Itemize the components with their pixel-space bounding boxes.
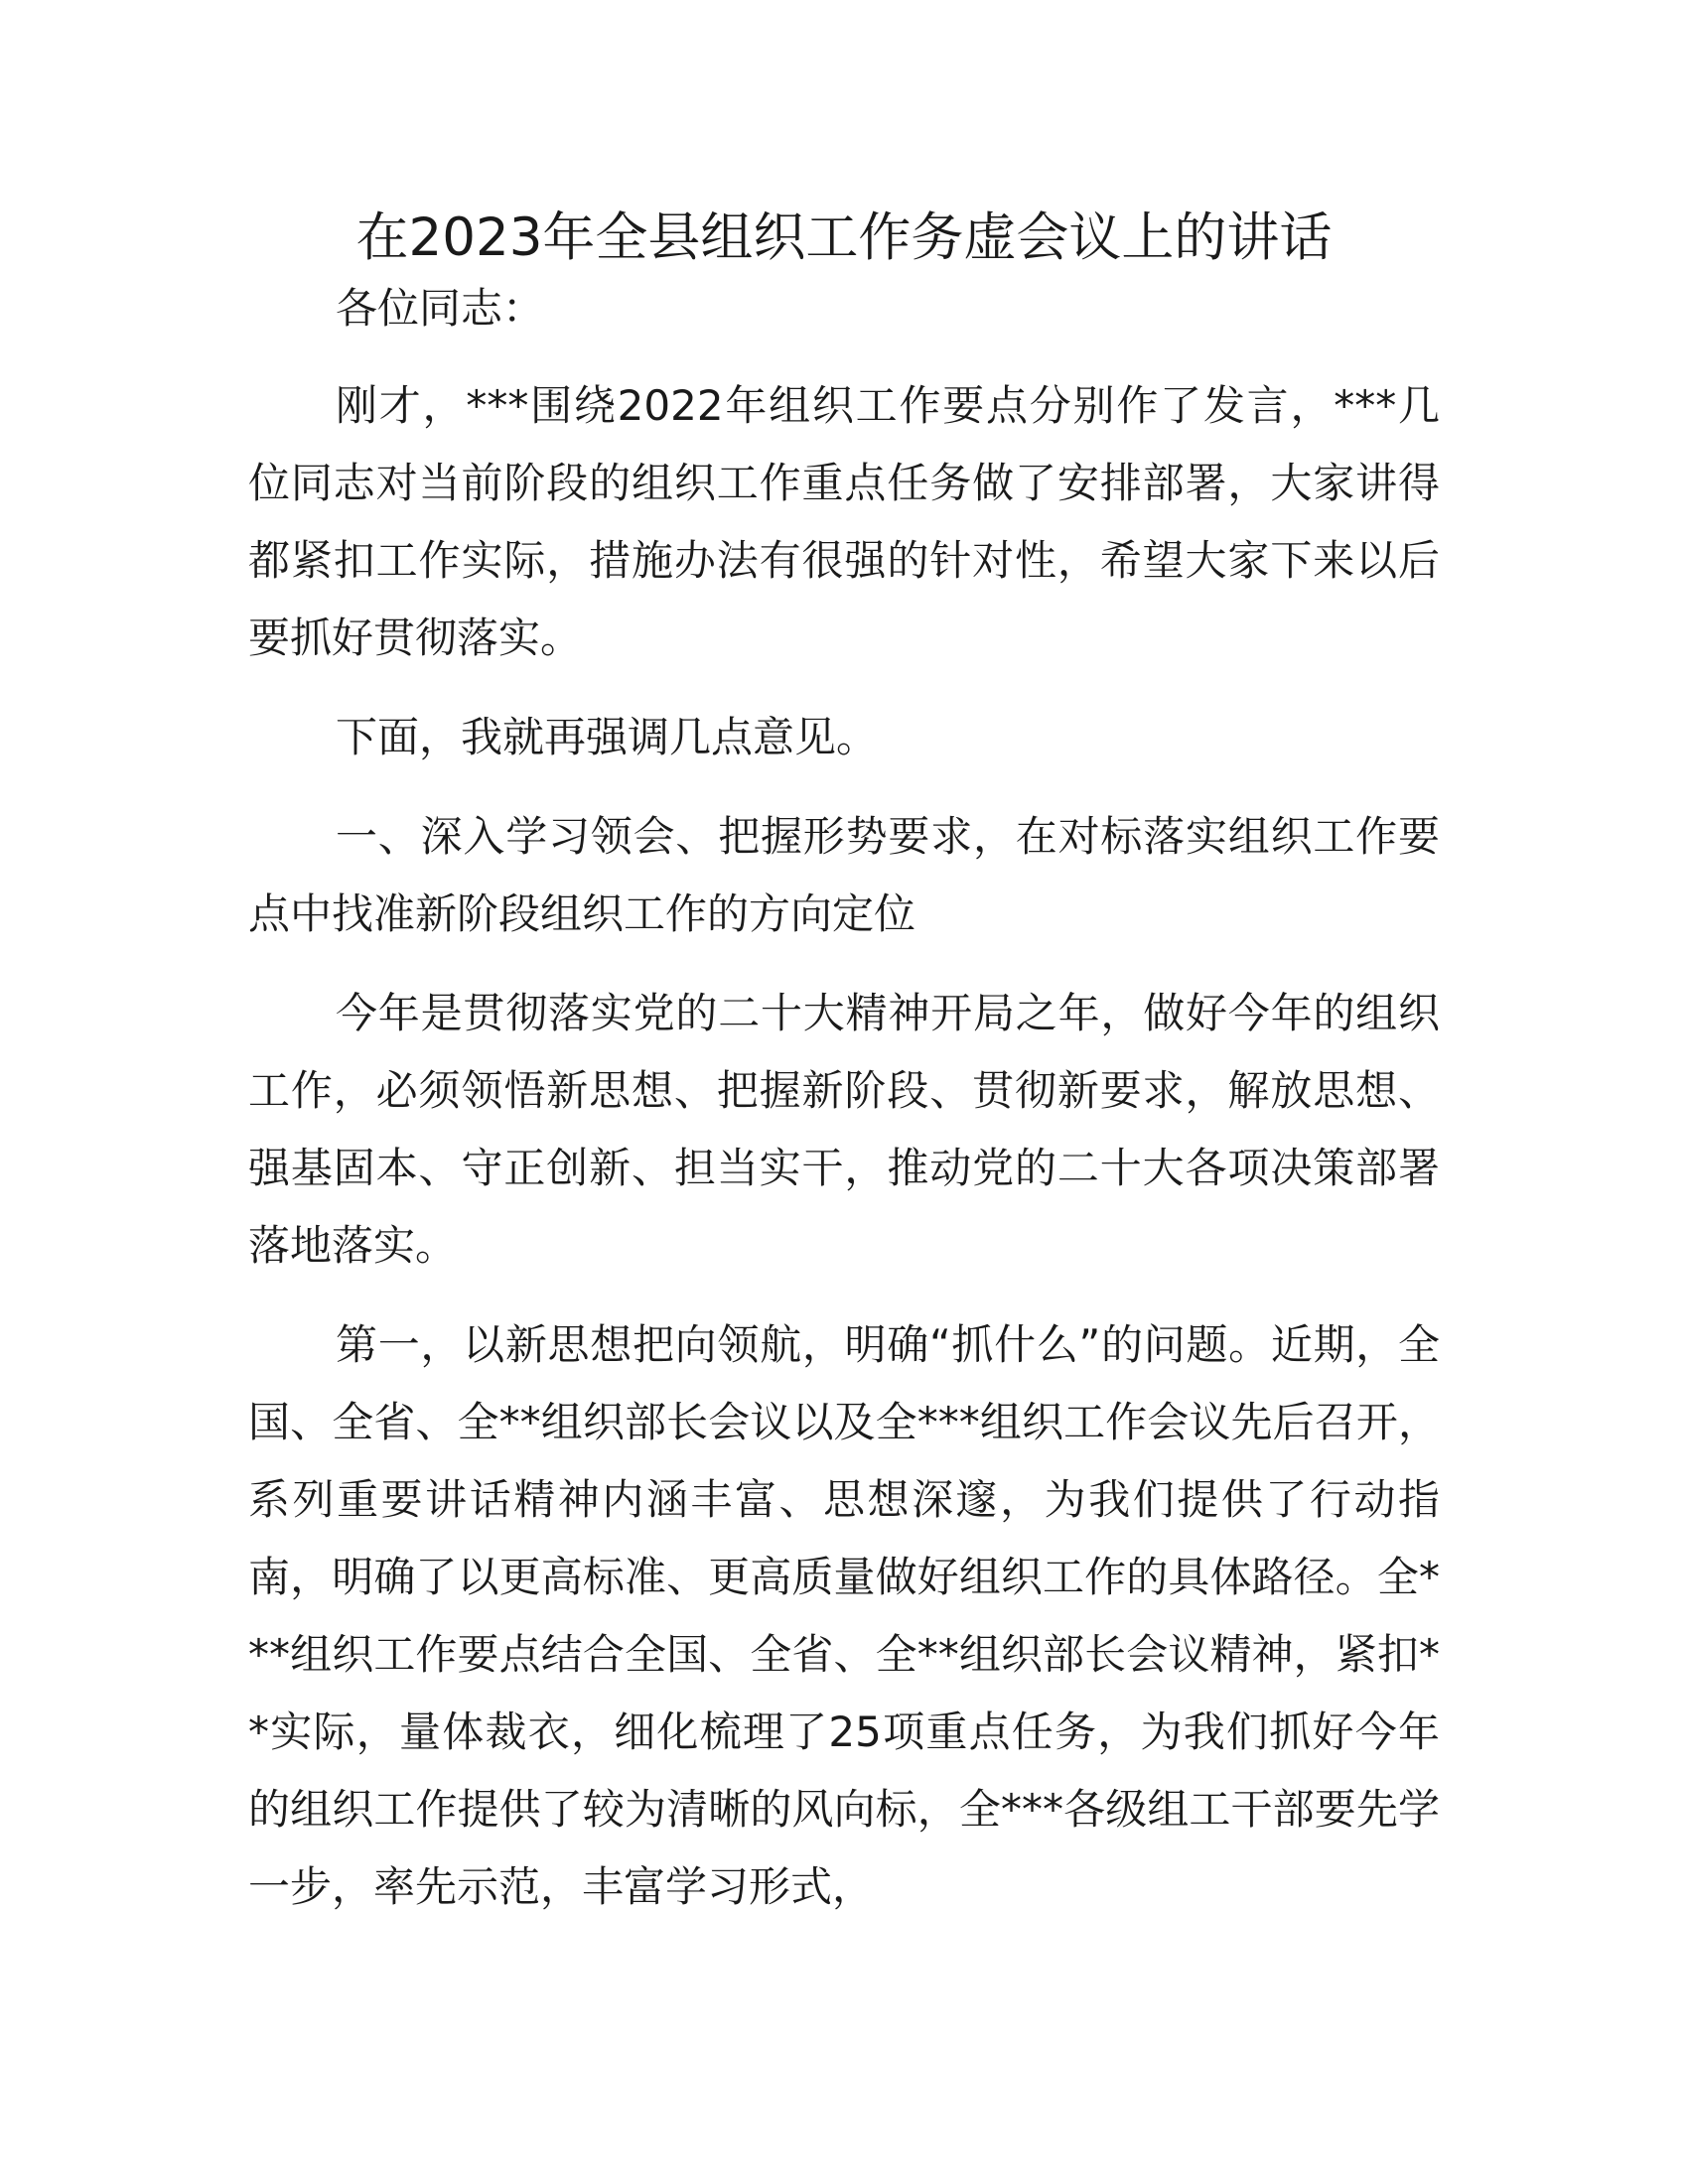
paragraph-transition: 下面，我就再强调几点意见。 [336, 713, 879, 761]
document-body [248, 270, 1440, 1948]
paragraph-point-1: 第一，以新思想把向领航，明确“抓什么”的问题。近期，全国、全省、全**组织部长会议以及全***组织工作会议先后召开，系列重要讲话精神内涵丰富、思想深邃，为我们提供了行动指南，明确了以更高标准、更高质量做好组织工作的具体路径。全***组织工作要点结合全国、全省、全**组织部长会议精神，紧扣**实际，量体裁衣，细化梳理了25项重点任务，为我们抓好今年的组织工作提供了较为清晰的风向标，全***各级组工干部要先学一步，率先示范，丰富学习形式， [248, 1320, 1440, 1911]
paragraph-opening: 刚才，***围绕2022年组织工作要点分别作了发言，***几位同志对当前阶段的组织工作重点任务做了安排部署，大家讲得都紧扣工作实际，措施办法有很强的针对性，希望大家下来以后要抓好贯彻落实。 [248, 381, 1440, 662]
salutation: 各位同志： [336, 284, 545, 333]
paragraph-section-1-intro: 今年是贯彻落实党的二十大精神开局之年，做好今年的组织工作，必须领悟新思想、把握新阶段、贯彻新要求，解放思想、强基固本、守正创新、担当实干，推动党的二十大各项决策部署落地落实。 [248, 989, 1440, 1270]
section-heading-1: 一、深入学习领会、把握形势要求，在对标落实组织工作要点中找准新阶段组织工作的方向定位 [248, 812, 1440, 938]
document-title: 在2023年全县组织工作务虚会议上的讲话 [355, 207, 1333, 268]
